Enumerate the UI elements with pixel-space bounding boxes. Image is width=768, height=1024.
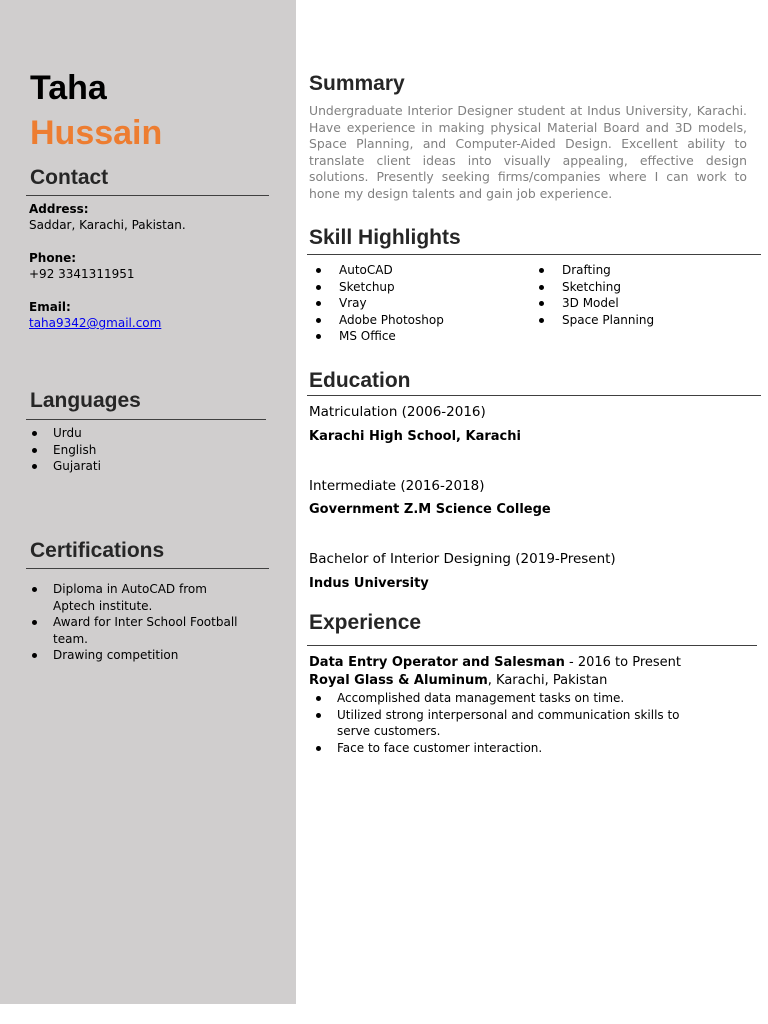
phone-value: +92 3341311951	[29, 267, 135, 281]
experience-divider	[307, 645, 757, 646]
list-item: Face to face customer interaction.	[309, 740, 709, 757]
list-item: Drafting	[532, 262, 654, 279]
skills-heading: Skill Highlights	[309, 226, 461, 249]
list-item: MS Office	[309, 328, 444, 345]
list-item: Sketching	[532, 279, 654, 296]
experience-company-line	[309, 672, 607, 690]
education-heading: Education	[309, 369, 411, 392]
list-item: English	[30, 442, 260, 459]
education-school: Indus University	[309, 576, 429, 591]
summary-text: Undergraduate Interior Designer student at Indus University, Karachi. Have experience in making physical Material Board and 3D models, Space Planning, and Computer-Aided Design. Excellent ability to translate client ideas into visually appealing, effective design solutions. Presently seeking firms/companies where I can work to hone my design talents and gain job experience.	[309, 103, 747, 201]
experience-title-line	[309, 654, 681, 672]
experience-bullets	[309, 690, 709, 756]
list-item: 3D Model	[532, 295, 654, 312]
languages-divider	[26, 419, 266, 420]
job-role: Data Entry Operator and Salesman	[309, 655, 565, 670]
list-item: Accomplished data management tasks on time.	[309, 690, 709, 707]
last-name: Hussain	[30, 114, 163, 152]
skills-list-right	[532, 262, 654, 328]
education-degree: Intermediate (2016-2018)	[309, 478, 485, 494]
skills-list-left	[309, 262, 444, 345]
list-item: Space Planning	[532, 312, 654, 329]
email-link[interactable]: taha9342@gmail.com	[29, 316, 162, 330]
summary-heading: Summary	[309, 72, 405, 95]
education-degree: Bachelor of Interior Designing (2019-Present)	[309, 551, 616, 567]
list-item: Adobe Photoshop	[309, 312, 444, 329]
list-item: Urdu	[30, 425, 260, 442]
education-divider	[307, 395, 761, 396]
certifications-list	[30, 581, 252, 664]
job-period: - 2016 to Present	[564, 655, 681, 670]
education-school: Karachi High School, Karachi	[309, 429, 521, 444]
phone-label: Phone:	[29, 251, 77, 265]
list-item: AutoCAD	[309, 262, 444, 279]
languages-heading: Languages	[30, 389, 141, 412]
list-item: Gujarati	[30, 458, 260, 475]
experience-heading: Experience	[309, 611, 422, 634]
education-school: Government Z.M Science College	[309, 502, 551, 517]
company-location: , Karachi, Pakistan	[487, 673, 608, 688]
first-name: Taha	[30, 69, 107, 107]
company-name: Royal Glass & Aluminum	[309, 673, 488, 688]
list-item: Vray	[309, 295, 444, 312]
contact-divider	[26, 195, 269, 196]
certifications-divider	[26, 568, 269, 569]
email-label: Email:	[29, 300, 71, 314]
education-degree: Matriculation (2006-2016)	[309, 404, 486, 420]
list-item: Drawing competition	[30, 647, 252, 664]
languages-list	[30, 425, 260, 475]
list-item: Award for Inter School Football team.	[30, 614, 252, 647]
address-label: Address:	[29, 202, 89, 216]
list-item: Sketchup	[309, 279, 444, 296]
list-item: Diploma in AutoCAD from Aptech institute.	[30, 581, 252, 614]
contact-heading: Contact	[30, 166, 109, 189]
address-value: Saddar, Karachi, Pakistan.	[29, 218, 186, 232]
skills-divider	[307, 254, 761, 255]
list-item: Utilized strong interpersonal and communication skills to serve customers.	[309, 707, 709, 740]
certifications-heading: Certifications	[30, 539, 165, 562]
